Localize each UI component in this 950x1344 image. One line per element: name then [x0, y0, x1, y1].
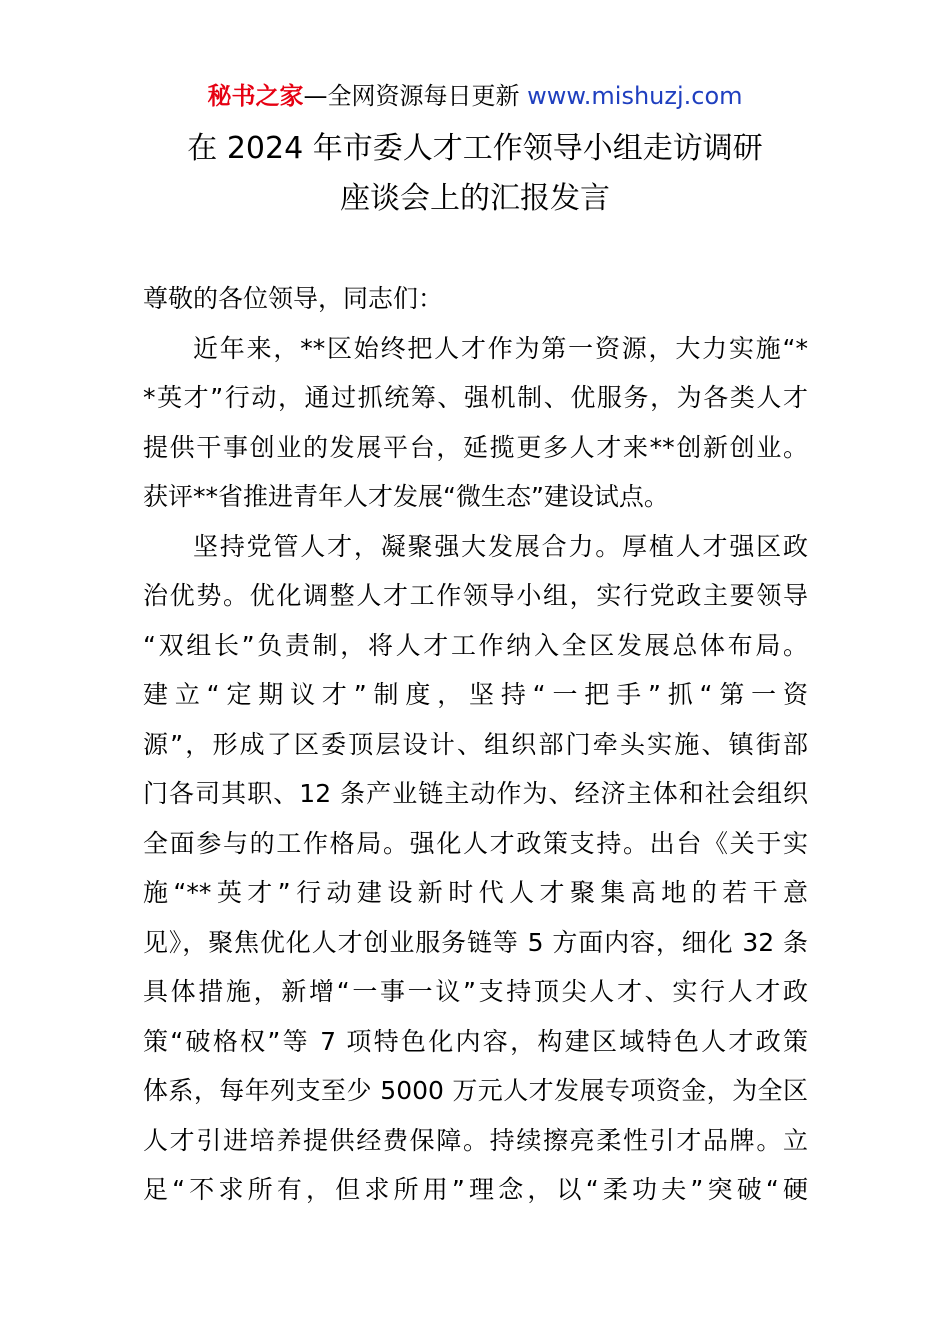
paragraph-line: 提供干事创业的发展平台，延揽更多人才来**创新创业。: [143, 432, 808, 462]
paragraph-line: “双组长”负责制，将人才工作纳入全区发展总体布局。: [143, 630, 808, 660]
paragraph-line: 近年来，**区始终把人才作为第一资源，大力实施“*: [193, 333, 808, 363]
document-body: [143, 274, 808, 1215]
paragraph-line: 坚持党管人才，凝聚强大发展合力。厚植人才强区政: [193, 531, 808, 561]
title-line-1: 在 2024 年市委人才工作领导小组走访调研: [187, 131, 763, 166]
site-url-link[interactable]: www.mishuzj.com: [527, 82, 743, 110]
paragraph-line: 见》，聚焦优化人才创业服务链等 5 方面内容，细化 32 条: [143, 927, 808, 957]
salutation: 尊敬的各位领导，同志们：: [143, 284, 444, 313]
header-tagline: —全网资源每日更新: [303, 82, 520, 110]
paragraph-line: 门各司其职、12 条产业链主动作为、经济主体和社会组织: [143, 779, 808, 808]
paragraph-line: 策“破格权”等 7 项特色化内容，构建区域特色人才政策: [143, 1026, 808, 1056]
paragraph-line: 全面参与的工作格局。强化人才政策支持。出台《关于实: [143, 828, 808, 858]
brand-name: 秘书之家: [207, 82, 304, 110]
paragraph-line: *英才”行动，通过抓统筹、强机制、优服务，为各类人才: [143, 383, 808, 412]
paragraph-line: 施“**英才”行动建设新时代人才聚集高地的若干意: [143, 878, 808, 907]
paragraph-line: 获评**省推进青年人才发展“微生态”建设试点。: [143, 482, 669, 511]
paragraph-line: 治优势。优化调整人才工作领导小组，实行党政主要领导: [143, 581, 808, 610]
paragraph-line: 人才引进培养提供经费保障。持续擦亮柔性引才品牌。立: [143, 1125, 808, 1155]
paragraph-line: 源”，形成了区委顶层设计、组织部门牵头实施、镇街部: [143, 729, 808, 759]
paragraph-line: 足“不求所有，但求所用”理念，以“柔功夫”突破“硬: [143, 1175, 808, 1204]
paragraph-line: 具体措施，新增“一事一议”支持顶尖人才、实行人才政: [143, 977, 808, 1006]
paragraph-line: 体系，每年列支至少 5000 万元人才发展专项资金，为全区: [143, 1076, 808, 1105]
site-header: [0, 80, 950, 112]
paragraph-line: 建立“定期议才”制度，坚持“一把手”抓“第一资: [143, 680, 808, 709]
document-title: [0, 124, 950, 224]
title-line-2: 座谈会上的汇报发言: [340, 181, 610, 216]
